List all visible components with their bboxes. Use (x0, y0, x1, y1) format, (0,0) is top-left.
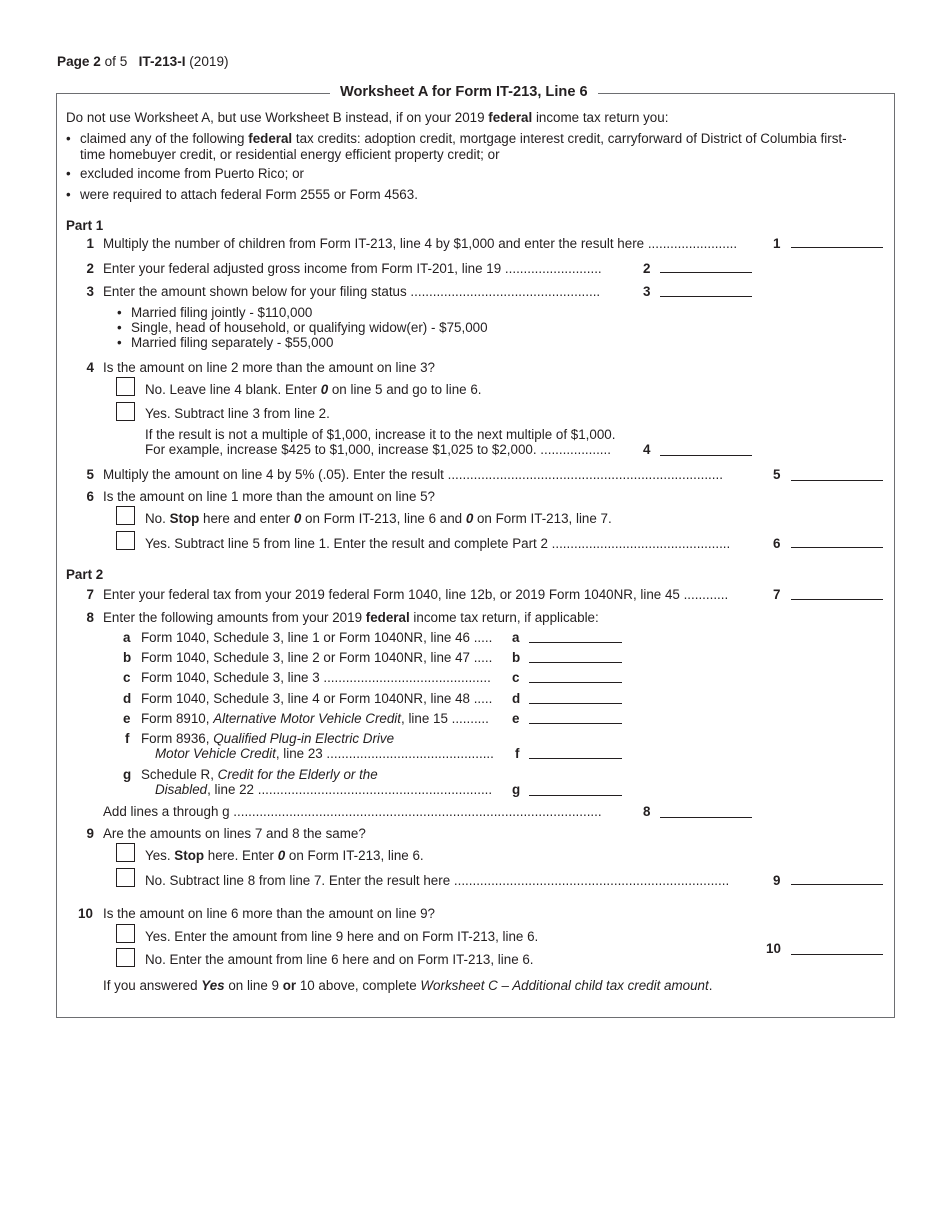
line-8e-label: e (123, 711, 131, 726)
part2-label: Part 2 (66, 567, 104, 582)
line-10-yes-text: Yes. Enter the amount from line 9 here and on Form IT-213, line 6. (145, 929, 539, 944)
line-4-yes-checkbox[interactable] (116, 402, 135, 421)
line-3-number: 3 (86, 284, 94, 299)
line-6-no-checkbox[interactable] (116, 506, 135, 525)
intro-bullet-3: were required to attach federal Form 2555 or Form 4563. (80, 187, 418, 202)
line-4-number: 4 (86, 360, 94, 375)
intro-bullet-1: claimed any of the following federal tax credits: adoption credit, mortgage interest credit, carryforward of District of Columbia first- (80, 131, 847, 146)
line-6-yes-checkbox[interactable] (116, 531, 135, 550)
line-8f-text: Form 8936, Qualified Plug-in Electric Drive (141, 731, 395, 746)
worksheet-title: Worksheet A for Form IT-213, Line 6 (330, 84, 598, 100)
line-8g-label: g (123, 767, 132, 782)
line-3-field[interactable] (660, 296, 752, 297)
line-6-text: Is the amount on line 1 more than the amount on line 5? (103, 489, 436, 504)
line-6-no-text: No. Stop here and enter 0 on Form IT-213, line 6 and 0 on Form IT-213, line 7. (145, 511, 612, 526)
line-10-ref: 10 (766, 941, 781, 956)
part1-label: Part 1 (66, 218, 104, 233)
bullet-marker: • (117, 335, 122, 350)
line-6-yes-text: Yes. Subtract line 5 from line 1. Enter the result and complete Part 2 ................................................ (145, 536, 731, 551)
line-8c-label: c (123, 670, 131, 685)
line-8g-ref: g (512, 782, 521, 797)
intro-bullet-2: excluded income from Puerto Rico; or (80, 166, 305, 181)
line-8a-field[interactable] (529, 642, 622, 643)
line-5-number: 5 (86, 467, 94, 482)
line-6-ref: 6 (773, 536, 781, 551)
line-1-number: 1 (86, 236, 94, 251)
intro-bullet-1-cont: time homebuyer credit, or residential energy efficient property credit; or (80, 147, 500, 162)
line-8e-ref: e (512, 711, 520, 726)
line-8-field[interactable] (660, 817, 752, 818)
line-8c-text: Form 1040, Schedule 3, line 3 ............................................. (141, 670, 491, 685)
filing-status-separate: Married filing separately - $55,000 (131, 335, 334, 350)
bullet-marker: • (66, 131, 71, 146)
line-4-note-2: For example, increase $425 to $1,000, increase $1,025 to $2,000. ................... (145, 442, 611, 457)
line-9-text: Are the amounts on lines 7 and 8 the same? (103, 826, 366, 841)
line-8c-ref: c (512, 670, 520, 685)
line-8-total-text: Add lines a through g ................................................................................................... (103, 804, 602, 819)
line-10-field[interactable] (791, 954, 883, 955)
line-8f-ref: f (515, 746, 520, 761)
line-4-field[interactable] (660, 455, 752, 456)
line-9-no-text: No. Subtract line 8 from line 7. Enter the result here .......................................................................... (145, 873, 730, 888)
line-4-ref: 4 (643, 442, 651, 457)
line-5-field[interactable] (791, 480, 883, 481)
line-4-yes-text: Yes. Subtract line 3 from line 2. (145, 406, 330, 421)
line-8g-field[interactable] (529, 795, 622, 796)
line-9-yes-text: Yes. Stop here. Enter 0 on Form IT-213, line 6. (145, 848, 424, 863)
line-8g-text-cont: Disabled, line 22 ............................................................... (155, 782, 493, 797)
line-8d-ref: d (512, 691, 521, 706)
filing-status-joint: Married filing jointly - $110,000 (131, 305, 313, 320)
page-label: Page (57, 54, 90, 69)
line-7-number: 7 (86, 587, 94, 602)
line-2-ref: 2 (643, 261, 651, 276)
line-8-ref: 8 (643, 804, 651, 819)
line-8e-text: Form 8910, Alternative Motor Vehicle Credit, line 15 .......... (141, 711, 489, 726)
line-8-number: 8 (86, 610, 94, 625)
line-5-ref: 5 (773, 467, 781, 482)
form-year: (2019) (189, 54, 229, 69)
line-8b-label: b (123, 650, 132, 665)
line-8a-label: a (123, 630, 131, 645)
line-9-field[interactable] (791, 884, 883, 885)
line-1-text: Multiply the number of children from Form IT-213, line 4 by $1,000 and enter the result here ........................ (103, 236, 738, 251)
filing-status-single: Single, head of household, or qualifying widow(er) - $75,000 (131, 320, 488, 335)
line-5-text: Multiply the amount on line 4 by 5% (.05). Enter the result .......................................................................... (103, 467, 723, 482)
line-7-ref: 7 (773, 587, 781, 602)
intro-paragraph: Do not use Worksheet A, but use Worksheet B instead, if on your 2019 federal income tax return you: (66, 110, 669, 125)
page-number: 2 (93, 54, 101, 69)
line-7-text: Enter your federal tax from your 2019 federal Form 1040, line 12b, or 2019 Form 1040NR, line 45 ............ (103, 587, 729, 602)
line-7-field[interactable] (791, 599, 883, 600)
bullet-marker: • (117, 305, 122, 320)
line-2-field[interactable] (660, 272, 752, 273)
footer-note: If you answered Yes on line 9 or 10 above, complete Worksheet C – Additional child tax credit amount. (103, 978, 713, 993)
line-9-no-checkbox[interactable] (116, 868, 135, 887)
line-3-ref: 3 (643, 284, 651, 299)
line-4-note-1: If the result is not a multiple of $1,000, increase it to the next multiple of $1,000. (145, 427, 616, 442)
line-1-field[interactable] (791, 247, 883, 248)
line-10-number: 10 (78, 906, 93, 921)
line-8e-field[interactable] (529, 723, 622, 724)
line-8g-text: Schedule R, Credit for the Elderly or the (141, 767, 378, 782)
line-8f-label: f (125, 731, 130, 746)
line-8f-field[interactable] (529, 758, 622, 759)
line-8b-text: Form 1040, Schedule 3, line 2 or Form 1040NR, line 47 ..... (141, 650, 493, 665)
line-9-yes-checkbox[interactable] (116, 843, 135, 862)
line-4-text: Is the amount on line 2 more than the amount on line 3? (103, 360, 436, 375)
line-8a-text: Form 1040, Schedule 3, line 1 or Form 1040NR, line 46 ..... (141, 630, 493, 645)
line-9-ref: 9 (773, 873, 781, 888)
line-8b-field[interactable] (529, 662, 622, 663)
line-4-no-text: No. Leave line 4 blank. Enter 0 on line 5 and go to line 6. (145, 382, 482, 397)
form-id: IT-213-I (138, 54, 186, 69)
line-8f-text-cont: Motor Vehicle Credit, line 23 ............................................. (155, 746, 494, 761)
page-of: of 5 (104, 54, 128, 69)
line-8-text: Enter the following amounts from your 2019 federal income tax return, if applicable: (103, 610, 599, 625)
line-8d-label: d (123, 691, 132, 706)
line-8a-ref: a (512, 630, 520, 645)
bullet-marker: • (117, 320, 122, 335)
line-3-text: Enter the amount shown below for your filing status ................................................... (103, 284, 601, 299)
line-8d-field[interactable] (529, 703, 622, 704)
page-header (57, 54, 229, 69)
line-9-number: 9 (86, 826, 94, 841)
line-10-text: Is the amount on line 6 more than the amount on line 9? (103, 906, 436, 921)
line-10-yes-checkbox[interactable] (116, 924, 135, 943)
line-8d-text: Form 1040, Schedule 3, line 4 or Form 1040NR, line 48 ..... (141, 691, 493, 706)
line-10-no-checkbox[interactable] (116, 948, 135, 967)
line-8c-field[interactable] (529, 682, 622, 683)
line-6-number: 6 (86, 489, 94, 504)
line-8b-ref: b (512, 650, 521, 665)
line-2-text: Enter your federal adjusted gross income from Form IT-201, line 19 .......................... (103, 261, 602, 276)
line-6-field[interactable] (791, 547, 883, 548)
line-10-no-text: No. Enter the amount from line 6 here and on Form IT-213, line 6. (145, 952, 534, 967)
bullet-marker: • (66, 187, 71, 202)
bullet-marker: • (66, 166, 71, 181)
line-1-ref: 1 (773, 236, 781, 251)
line-2-number: 2 (86, 261, 94, 276)
line-4-no-checkbox[interactable] (116, 377, 135, 396)
